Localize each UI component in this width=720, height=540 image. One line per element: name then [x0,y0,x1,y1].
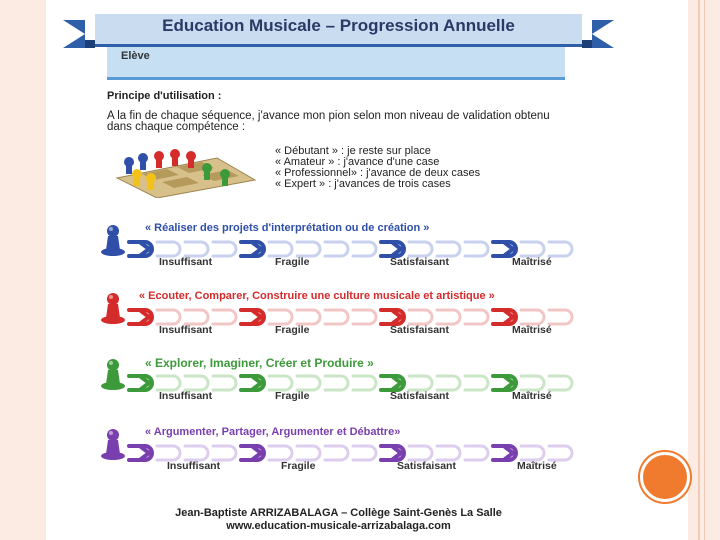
progress-link-icon [549,310,572,324]
progress-arrow-icon [493,446,516,460]
competence-title: « Argumenter, Partager, Argumenter et Débattre» [145,426,401,438]
progress-arrow-icon [381,310,404,324]
progress-arrow-icon [241,242,264,256]
progress-link-icon [353,376,376,390]
title-banner [95,14,582,44]
level-label-maitrise: Maîtrisé [512,390,552,402]
student-name-field [107,47,565,80]
progress-link-icon [213,446,236,460]
slide-decoration-circle [640,452,690,502]
level-label-maitrise: Maîtrisé [517,460,557,472]
progress-link-icon [213,376,236,390]
progress-link-icon [521,310,544,324]
level-label-insuffisant: Insuffisant [167,460,221,472]
progress-arrow-icon [129,242,152,256]
document-page [55,0,622,540]
progress-link-icon [297,446,320,460]
level-label-satisfaisant: Satisfaisant [390,256,449,268]
progress-link-icon [437,310,460,324]
competence-block [95,356,615,416]
progress-link-icon [185,310,208,324]
progress-link-icon [157,310,180,324]
progress-link-icon [325,310,348,324]
level-label-fragile: Fragile [275,256,310,268]
level-label-satisfaisant: Satisfaisant [390,324,449,336]
banner-ribbon-right [592,20,614,48]
level-label-insuffisant: Insuffisant [159,256,213,268]
progress-link-icon [549,242,572,256]
progress-arrow-icon [129,310,152,324]
progress-link-icon [269,446,292,460]
progress-link-icon [269,310,292,324]
level-rule: « Débutant » : je reste sur place [275,145,431,157]
progress-arrow-icon [129,446,152,460]
game-board-illustration [107,140,257,198]
progress-arrow-icon [493,242,516,256]
progress-arrow-icon [381,376,404,390]
progress-link-icon [409,446,432,460]
progress-link-icon [269,376,292,390]
student-label: Elève [121,50,150,62]
progress-link-icon [409,310,432,324]
progress-link-icon [465,242,488,256]
competence-block [95,426,615,486]
level-rules-list [275,146,480,190]
level-label-satisfaisant: Satisfaisant [390,390,449,402]
progress-link-icon [549,446,572,460]
progress-arrow-icon [381,446,404,460]
progress-link-icon [465,376,488,390]
progress-arrow-icon [241,310,264,324]
progress-link-icon [325,242,348,256]
level-label-insuffisant: Insuffisant [159,390,213,402]
intro-text: A la fin de chaque séquence, j'avance mon pion selon mon niveau de validation obtenu dans chaque compétence : [107,110,550,133]
progress-link-icon [521,376,544,390]
progress-arrow-icon [241,446,264,460]
progress-link-icon [549,376,572,390]
slide-right-margin [688,0,720,540]
progress-link-icon [437,446,460,460]
progress-arrow-icon [381,242,404,256]
green-pawn-icon [99,358,127,390]
progress-arrow-icon [493,376,516,390]
principle-heading: Principe d'utilisation : [107,90,222,102]
progress-link-icon [465,446,488,460]
progress-link-icon [213,242,236,256]
progress-link-icon [353,446,376,460]
competence-block [95,222,615,282]
progress-link-icon [353,310,376,324]
progress-link-icon [353,242,376,256]
progress-link-icon [157,242,180,256]
level-label-insuffisant: Insuffisant [159,324,213,336]
progress-arrow-icon [493,310,516,324]
progress-link-icon [437,242,460,256]
progress-arrow-icon [129,376,152,390]
progress-link-icon [409,242,432,256]
competence-title: « Ecouter, Comparer, Construire une culture musicale et artistique » [139,290,495,302]
level-label-fragile: Fragile [281,460,316,472]
progress-link-icon [297,310,320,324]
progress-link-icon [185,242,208,256]
competence-title: « Explorer, Imaginer, Créer et Produire » [145,356,374,370]
level-rule: « Professionnel» : j'avance de deux cases [275,167,481,179]
purple-pawn-icon [99,428,127,460]
progress-link-icon [157,376,180,390]
level-label-maitrise: Maîtrisé [512,256,552,268]
progress-link-icon [325,376,348,390]
level-label-satisfaisant: Satisfaisant [397,460,456,472]
progress-link-icon [437,376,460,390]
level-label-fragile: Fragile [275,324,310,336]
progress-link-icon [465,310,488,324]
progress-link-icon [297,376,320,390]
competence-block [95,290,615,350]
footer-website[interactable]: www.education-musicale-arrizabalaga.com [226,520,451,532]
progress-link-icon [521,242,544,256]
progress-link-icon [185,446,208,460]
progress-link-icon [269,242,292,256]
progress-link-icon [297,242,320,256]
level-rule: « Expert » : j'avances de trois cases [275,178,451,190]
red-pawn-icon [99,292,127,324]
footer-author: Jean-Baptiste ARRIZABALAGA – Collège Saint-Genès La Salle [175,507,502,519]
progress-link-icon [325,446,348,460]
banner-ribbon-left [63,20,85,48]
page-title: Education Musicale – Progression Annuelle [162,16,515,35]
level-rule: « Amateur » : j'avance d'une case [275,156,440,168]
level-label-maitrise: Maîtrisé [512,324,552,336]
progress-link-icon [185,376,208,390]
progress-link-icon [521,446,544,460]
progress-arrow-icon [241,376,264,390]
blue-pawn-icon [99,224,127,256]
progress-link-icon [213,310,236,324]
level-label-fragile: Fragile [275,390,310,402]
competence-title: « Réaliser des projets d'interprétation ou de création » [145,222,430,234]
slide-left-margin [0,0,46,540]
progress-link-icon [157,446,180,460]
progress-link-icon [409,376,432,390]
